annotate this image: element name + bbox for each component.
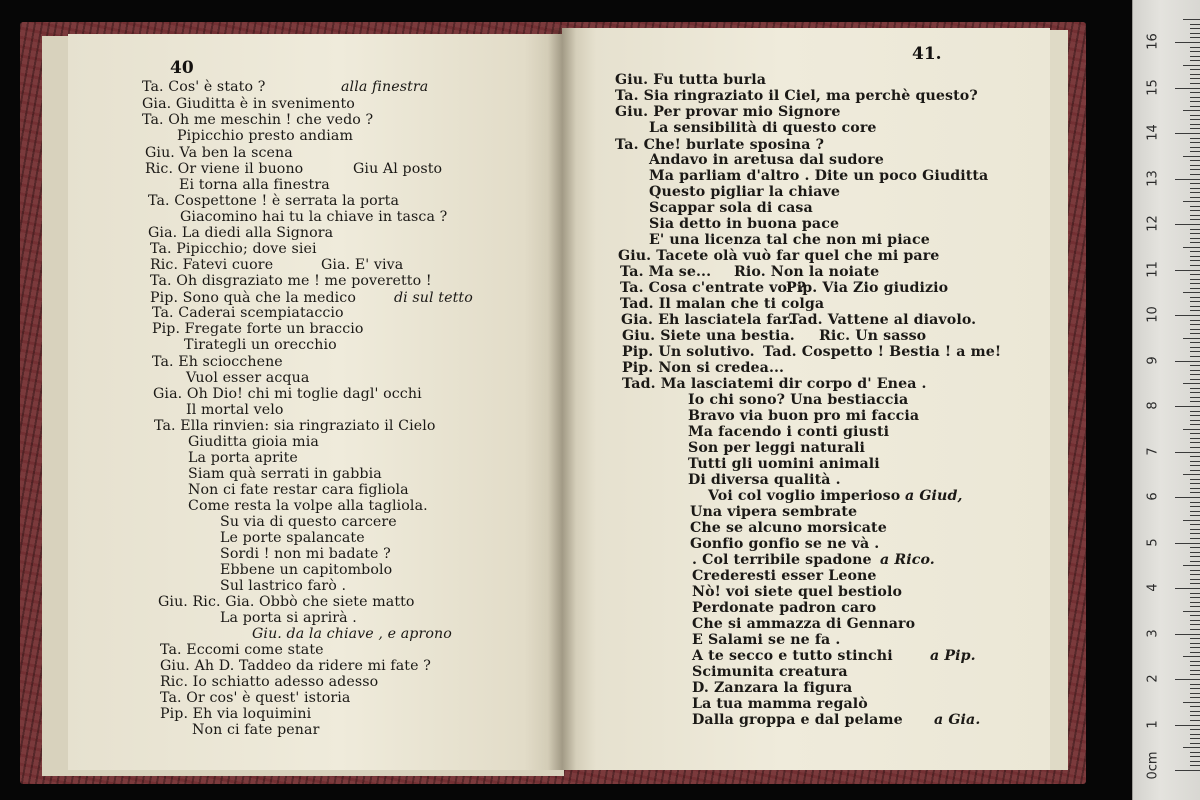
ruler-tick: [1190, 238, 1200, 239]
ruler-tick: [1190, 593, 1200, 594]
ruler-tick: [1190, 97, 1200, 98]
left-page-line: Ta. Or cos' è quest' istoria: [160, 690, 351, 706]
ruler-tick: [1190, 115, 1200, 116]
ruler-tick: [1190, 456, 1200, 457]
right-page-line: E Salami se ne fa .: [692, 632, 841, 648]
left-page-line: Ebbene un capitombolo: [220, 562, 393, 578]
right-page-line: Pip. Non si credea...: [622, 360, 785, 376]
ruler-tick: [1190, 356, 1200, 357]
ruler-tick: [1190, 602, 1200, 603]
ruler-tick: [1190, 197, 1200, 198]
left-page-line: Ric. Or viene il buono: [145, 161, 304, 177]
ruler-tick: [1175, 179, 1200, 180]
ruler-tick: [1190, 433, 1200, 434]
right-page-line: Sia detto in buona pace: [649, 216, 840, 232]
right-page-line: Gonfio gonfio se ne và .: [690, 536, 880, 552]
ruler-tick: [1175, 634, 1200, 635]
right-page-line: Giu. Per provar mio Signore: [615, 104, 841, 120]
ruler-tick: [1175, 452, 1200, 453]
ruler-tick: [1190, 301, 1200, 302]
ruler-label: 3: [1145, 628, 1161, 638]
ruler-tick: [1175, 270, 1200, 271]
ruler-label: 2: [1145, 674, 1161, 683]
right-page-line: Pip. Via Zio giudizio: [786, 280, 949, 296]
ruler-tick: [1190, 192, 1200, 193]
ruler-tick: [1190, 415, 1200, 416]
page-number-left: 40: [170, 58, 194, 78]
ruler-tick: [1190, 465, 1200, 466]
ruler-tick: [1190, 424, 1200, 425]
ruler-tick: [1190, 51, 1200, 52]
right-page-line: Tad. Ma lasciatemi dir corpo d' Enea .: [622, 376, 927, 392]
left-page-line: Pip. Eh via loquimini: [160, 706, 312, 722]
ruler-tick: [1190, 665, 1200, 666]
ruler-tick: [1190, 488, 1200, 489]
left-page-line: Gia. E' viva: [321, 257, 404, 273]
ruler-label: 16: [1145, 33, 1161, 50]
ruler-tick: [1175, 497, 1200, 498]
right-page-line: La tua mamma regalò: [692, 696, 868, 712]
left-page-line: Gia. La diedi alla Signora: [148, 225, 334, 241]
ruler-tick: [1190, 438, 1200, 439]
ruler-tick: [1190, 711, 1200, 712]
ruler-tick: [1190, 552, 1200, 553]
ruler-tick: [1190, 342, 1200, 343]
ruler-tick: [1175, 679, 1200, 680]
ruler-tick: [1190, 570, 1200, 571]
ruler-tick: [1190, 260, 1200, 261]
ruler-tick: [1190, 765, 1200, 766]
ruler-tick: [1190, 310, 1200, 311]
ruler-tick: [1190, 351, 1200, 352]
left-page-line: La porta si aprirà .: [220, 610, 357, 626]
ruler-tick: [1175, 725, 1200, 726]
ruler-tick: [1190, 78, 1200, 79]
ruler-tick: [1190, 37, 1200, 38]
right-page-line: Giu. Siete una bestia.: [622, 328, 795, 344]
ruler-tick: [1190, 251, 1200, 252]
ruler-tick: [1190, 47, 1200, 48]
ruler-tick: [1190, 279, 1200, 280]
ruler-tick: [1190, 674, 1200, 675]
ruler-tick: [1190, 729, 1200, 730]
right-page-line: Scappar sola di casa: [649, 200, 813, 216]
ruler-tick: [1183, 611, 1200, 612]
left-page-line: Giu Al posto: [353, 161, 443, 177]
ruler-tick: [1190, 74, 1200, 75]
left-page-line: Pip. Sono quà che la medico: [150, 290, 356, 306]
ruler-label: 1: [1145, 719, 1161, 729]
ruler-tick: [1190, 392, 1200, 393]
right-page-line: Ta. Sia ringraziato il Ciel, ma perchè questo?: [615, 88, 978, 104]
ruler-tick: [1190, 219, 1200, 220]
ruler-tick: [1190, 470, 1200, 471]
ruler-tick: [1190, 492, 1200, 493]
ruler-tick: [1190, 347, 1200, 348]
ruler-label: 11: [1145, 260, 1161, 278]
left-page-line: Giuditta gioia mia: [188, 434, 319, 450]
ruler-label: 13: [1145, 169, 1161, 187]
ruler-tick: [1190, 583, 1200, 584]
ruler-tick: [1190, 183, 1200, 184]
left-page-line: Il mortal velo: [186, 402, 284, 418]
left-page-line: Tirategli un orecchio: [184, 337, 337, 353]
left-page-line: Sul lastrico farò .: [220, 578, 347, 594]
ruler-label: 7: [1145, 446, 1161, 456]
ruler-label: 9: [1145, 355, 1161, 365]
ruler-tick: [1190, 92, 1200, 93]
right-page-line: Tad. Vattene al diavolo.: [789, 312, 977, 328]
ruler-tick: [1190, 379, 1200, 380]
ruler-tick: [1190, 574, 1200, 575]
ruler-tick: [1190, 324, 1200, 325]
left-page-line: Non ci fate penar: [192, 722, 320, 738]
left-page-line: Gia. Giuditta è in svenimento: [142, 96, 355, 112]
ruler-label: 5: [1145, 537, 1161, 547]
ruler-tick: [1190, 165, 1200, 166]
ruler-tick: [1190, 743, 1200, 744]
ruler-tick: [1183, 565, 1200, 566]
ruler-tick: [1190, 370, 1200, 371]
ruler-tick: [1190, 106, 1200, 107]
left-page-line: Ric. Io schiatto adesso adesso: [160, 674, 379, 690]
left-page-line: Siam quà serrati in gabbia: [188, 466, 382, 482]
right-page-line: Andavo in aretusa dal sudore: [649, 152, 884, 168]
left-page-line: Ta. Caderai scempiataccio: [152, 305, 344, 321]
left-page-line: alla finestra: [341, 79, 429, 95]
ruler-tick: [1183, 65, 1200, 66]
right-page-line: Bravo via buon pro mi faccia: [688, 408, 920, 424]
ruler-tick: [1190, 397, 1200, 398]
right-page-line: D. Zanzara la figura: [692, 680, 853, 696]
ruler-tick: [1190, 479, 1200, 480]
ruler-tick: [1190, 119, 1200, 120]
ruler-tick: [1183, 656, 1200, 657]
left-page-line: Pip. Fregate forte un braccio: [152, 321, 364, 337]
ruler-tick: [1190, 60, 1200, 61]
ruler-tick: [1190, 624, 1200, 625]
ruler-label: 10: [1145, 306, 1161, 323]
right-page-line: Nò! voi siete quel bestiolo: [692, 584, 903, 600]
ruler-label: 0cm: [1145, 751, 1161, 780]
right-page-line: Che si ammazza di Gennaro: [692, 616, 916, 632]
ruler-tick: [1190, 620, 1200, 621]
ruler-tick: [1190, 169, 1200, 170]
ruler-tick: [1190, 697, 1200, 698]
ruler-tick: [1190, 761, 1200, 762]
ruler-tick: [1190, 101, 1200, 102]
left-page-line: Giu. Va ben la scena: [145, 145, 293, 161]
ruler-tick: [1190, 538, 1200, 539]
ruler-tick: [1183, 702, 1200, 703]
left-page-line: Ei torna alla finestra: [179, 177, 330, 193]
right-page-line: Una vipera sembrate: [690, 504, 858, 520]
left-page-line: Ta. Ella rinvien: sia ringraziato il Cielo: [154, 418, 436, 434]
ruler-tick: [1190, 483, 1200, 484]
ruler-tick: [1190, 128, 1200, 129]
right-page-line: a Giud,: [905, 488, 963, 504]
left-page-line: Giacomino hai tu la chiave in tasca ?: [180, 209, 448, 225]
ruler-tick: [1183, 156, 1200, 157]
ruler-tick: [1190, 124, 1200, 125]
ruler-label: 15: [1145, 78, 1161, 96]
right-page-line: Voi col voglio imperioso: [708, 488, 901, 504]
right-page-line: Ric. Un sasso: [819, 328, 927, 344]
ruler-tick: [1183, 247, 1200, 248]
right-page-line: a Gia.: [934, 712, 981, 728]
left-page-line: Come resta la volpe alla tagliola.: [188, 498, 428, 514]
right-page-line: Ma facendo i conti giusti: [688, 424, 890, 440]
ruler-tick: [1190, 33, 1200, 34]
ruler-tick: [1183, 383, 1200, 384]
ruler-tick: [1190, 288, 1200, 289]
ruler-tick: [1190, 511, 1200, 512]
ruler-tick: [1190, 174, 1200, 175]
measurement-ruler: [1132, 0, 1200, 800]
left-page-line: Ta. Oh disgraziato me ! me poveretto !: [150, 273, 432, 289]
ruler-tick: [1190, 756, 1200, 757]
ruler-tick: [1190, 506, 1200, 507]
ruler-tick: [1183, 292, 1200, 293]
right-page-line: Gia. Eh lasciatela far.: [621, 312, 794, 328]
ruler-tick: [1175, 543, 1200, 544]
ruler-label: 4: [1145, 583, 1161, 592]
page-number-right: 41.: [912, 44, 942, 64]
ruler-tick: [1190, 647, 1200, 648]
right-page-line: Perdonate padron caro: [692, 600, 877, 616]
ruler-tick: [1190, 388, 1200, 389]
right-page-line: Tad. Cospetto ! Bestia ! a me!: [763, 344, 1002, 360]
right-page-line: Ta. Che! burlate sposina ?: [615, 137, 824, 153]
ruler-tick: [1190, 206, 1200, 207]
ruler-tick: [1190, 242, 1200, 243]
ruler-tick: [1175, 42, 1200, 43]
left-page-line: Non ci fate restar cara figliola: [188, 482, 409, 498]
ruler-tick: [1190, 502, 1200, 503]
left-page-line: Gia. Oh Dio! chi mi toglie dagl' occhi: [153, 386, 422, 402]
ruler-tick: [1190, 274, 1200, 275]
ruler-tick: [1175, 770, 1200, 771]
ruler-tick: [1190, 715, 1200, 716]
ruler-label: 14: [1145, 124, 1161, 141]
right-page-line: Io chi sono? Una bestiaccia: [688, 392, 909, 408]
book-gutter: [548, 28, 576, 770]
ruler-tick: [1190, 529, 1200, 530]
right-page-line: Giu. Tacete olà vuò far quel che mi pare: [618, 248, 940, 264]
ruler-tick: [1190, 615, 1200, 616]
ruler-tick: [1190, 738, 1200, 739]
ruler-tick: [1190, 329, 1200, 330]
ruler-tick: [1190, 401, 1200, 402]
ruler-tick: [1175, 588, 1200, 589]
ruler-tick: [1190, 297, 1200, 298]
ruler-tick: [1190, 138, 1200, 139]
ruler-tick: [1190, 661, 1200, 662]
left-page-line: Su via di questo carcere: [220, 514, 397, 530]
ruler-tick: [1190, 561, 1200, 562]
ruler-tick: [1190, 606, 1200, 607]
right-page-line: Ta. Ma se...: [620, 264, 712, 280]
ruler-tick: [1190, 442, 1200, 443]
ruler-tick: [1183, 747, 1200, 748]
left-page-line: Vuol esser acqua: [186, 370, 310, 386]
ruler-tick: [1183, 338, 1200, 339]
ruler-tick: [1190, 233, 1200, 234]
left-page-line: La porta aprite: [188, 450, 298, 466]
ruler-tick: [1190, 752, 1200, 753]
left-page-line: Ta. Cospettone ! è serrata la porta: [148, 193, 400, 209]
right-page-line: Tutti gli uomini animali: [688, 456, 880, 472]
ruler-tick: [1190, 320, 1200, 321]
right-page-line: Rio. Non la noiate: [734, 264, 880, 280]
right-page-line: La sensibilità di questo core: [649, 120, 877, 136]
right-page-line: Pip. Un solutivo.: [622, 344, 755, 360]
right-page-line: Son per leggi naturali: [688, 440, 865, 456]
ruler-tick: [1190, 556, 1200, 557]
left-page-line: Giu. Ah D. Taddeo da ridere mi fate ?: [160, 658, 431, 674]
ruler-tick: [1175, 88, 1200, 89]
ruler-label: 8: [1145, 401, 1161, 410]
ruler-tick: [1190, 515, 1200, 516]
ruler-tick: [1190, 28, 1200, 29]
right-page-line: Crederesti esser Leone: [692, 568, 877, 584]
right-page-line: Tad. Il malan che ti colga: [620, 296, 825, 312]
ruler-tick: [1175, 315, 1200, 316]
ruler-tick: [1190, 670, 1200, 671]
ruler-tick: [1190, 147, 1200, 148]
ruler-tick: [1190, 706, 1200, 707]
ruler-tick: [1190, 365, 1200, 366]
right-page-line: E' una licenza tal che non mi piace: [649, 232, 930, 248]
left-page-line: Pipicchio presto andiam: [177, 128, 354, 144]
ruler-tick: [1190, 420, 1200, 421]
left-page-line: Ta. Eccomi come state: [160, 642, 324, 658]
ruler-tick: [1190, 333, 1200, 334]
left-page-line: Giu. da la chiave , e aprono: [252, 626, 452, 642]
ruler-tick: [1190, 643, 1200, 644]
right-page-line: Questo pigliar la chiave: [649, 184, 840, 200]
ruler-tick: [1190, 684, 1200, 685]
ruler-tick: [1190, 69, 1200, 70]
ruler-tick: [1183, 520, 1200, 521]
right-page-line: Scimunita creatura: [692, 664, 848, 680]
ruler-tick: [1190, 547, 1200, 548]
ruler-tick: [1190, 579, 1200, 580]
ruler-tick: [1190, 734, 1200, 735]
left-page-line: Ta. Oh me meschin ! che vedo ?: [142, 112, 374, 128]
right-page-line: . Col terribile spadone: [692, 552, 872, 568]
ruler-tick: [1190, 210, 1200, 211]
right-page-line: Giu. Fu tutta burla: [615, 72, 767, 88]
ruler-tick: [1190, 652, 1200, 653]
ruler-tick: [1190, 256, 1200, 257]
left-page-line: Ta. Eh sciocchene: [152, 354, 283, 370]
left-page-line: Ric. Fatevi cuore: [150, 257, 274, 273]
ruler-tick: [1183, 110, 1200, 111]
left-page-line: Le porte spalancate: [220, 530, 365, 546]
left-page-line: Ta. Pipicchio; dove siei: [150, 241, 317, 257]
ruler-tick: [1190, 151, 1200, 152]
ruler-tick: [1190, 283, 1200, 284]
right-page-line: A te secco e tutto stinchi: [692, 648, 893, 664]
left-page-line: Giu. Ric. Gia. Obbò che siete matto: [158, 594, 415, 610]
ruler-tick: [1190, 411, 1200, 412]
right-page-line: a Pip.: [930, 648, 976, 664]
ruler-tick: [1190, 24, 1200, 25]
right-page-line: Ma parliam d'altro . Dite un poco Giuditta: [649, 168, 989, 184]
right-page-line: Ta. Cosa c'entrate voi ?: [620, 280, 806, 296]
ruler-label: 6: [1145, 492, 1161, 501]
left-page-line: Sordi ! non mi badate ?: [220, 546, 391, 562]
right-page-line: Che se alcuno morsicate: [690, 520, 887, 536]
ruler-tick: [1190, 447, 1200, 448]
ruler-tick: [1190, 629, 1200, 630]
ruler-tick: [1190, 533, 1200, 534]
left-page-line: di sul tetto: [394, 290, 473, 306]
ruler-tick: [1190, 83, 1200, 84]
ruler-tick: [1190, 56, 1200, 57]
ruler-tick: [1190, 688, 1200, 689]
ruler-tick: [1175, 133, 1200, 134]
ruler-tick: [1183, 474, 1200, 475]
ruler-tick: [1183, 19, 1200, 20]
ruler-tick: [1190, 188, 1200, 189]
ruler-tick: [1190, 160, 1200, 161]
right-page-line: Dalla groppa e dal pelame: [692, 712, 903, 728]
ruler-tick: [1175, 224, 1200, 225]
ruler-tick: [1190, 142, 1200, 143]
ruler-tick: [1190, 229, 1200, 230]
right-page-line: a Rico.: [880, 552, 935, 568]
left-page-line: Ta. Cos' è stato ?: [142, 79, 266, 95]
ruler-label: 12: [1145, 215, 1161, 232]
ruler-tick: [1183, 429, 1200, 430]
ruler-tick: [1190, 461, 1200, 462]
ruler-tick: [1190, 693, 1200, 694]
right-page-line: Di diversa qualità .: [688, 472, 841, 488]
ruler-tick: [1190, 524, 1200, 525]
ruler-tick: [1190, 215, 1200, 216]
ruler-tick: [1175, 406, 1200, 407]
ruler-tick: [1175, 361, 1200, 362]
ruler-tick: [1190, 597, 1200, 598]
ruler-tick: [1190, 265, 1200, 266]
ruler-tick: [1183, 201, 1200, 202]
ruler-tick: [1190, 720, 1200, 721]
ruler-tick: [1190, 306, 1200, 307]
ruler-tick: [1190, 638, 1200, 639]
ruler-tick: [1190, 374, 1200, 375]
